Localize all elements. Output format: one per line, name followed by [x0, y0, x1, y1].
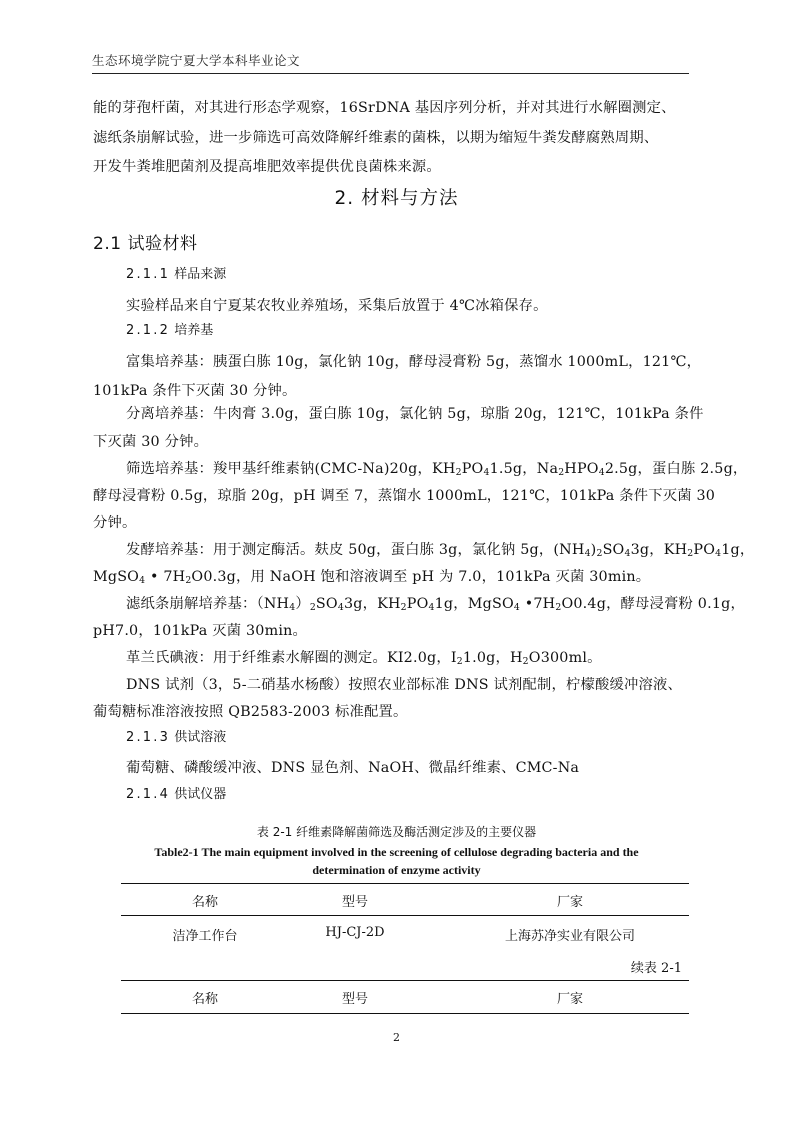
table-cell-manufacturer: 上海苏净实业有限公司	[504, 929, 635, 944]
table-continued-header-manufacturer: 厂家	[556, 992, 583, 1007]
dns-reagent-line-2: 葡萄糖标准溶液按照 QB2583-2003 标准配置。	[93, 704, 408, 720]
running-header: 生态环境学院宁夏大学本科毕业论文	[92, 53, 301, 68]
heading-2-1-1	[126, 266, 226, 283]
subsection-title: 2.1 试验材料	[93, 234, 198, 254]
table-continued-header-model: 型号	[341, 992, 368, 1007]
heading-number: 2.1.3	[126, 730, 171, 745]
table-continued-header-name: 名称	[191, 992, 218, 1007]
separate-medium-line-1: 分离培养基：牛肉膏 3.0g，蛋白胨 10g，氯化钠 5g，琼脂 20g，121℃，101kPa 条件	[126, 406, 704, 422]
test-solutions-text: 葡萄糖、磷酸缓冲液、DNS 显色剂、NaOH、微晶纤维素、CMC-Na	[126, 760, 580, 776]
table-cell-name: 洁净工作台	[172, 929, 238, 944]
table-top-rule	[121, 883, 689, 884]
intro-line-3: 开发牛粪堆肥菌剂及提高堆肥效率提供优良菌株来源。	[93, 159, 441, 175]
table-header-model: 型号	[341, 895, 368, 910]
page-number: 2	[393, 1031, 400, 1044]
table-header-manufacturer: 厂家	[556, 895, 583, 910]
heading-text: 供试仪器	[174, 787, 227, 802]
heading-text: 供试溶液	[174, 730, 227, 745]
intro-line-1: 能的芽孢杆菌，对其进行形态学观察，16SrDNA 基因序列分析，并对其进行水解圈测定、	[93, 100, 676, 116]
enrich-medium-line-1: 富集培养基：胰蛋白胨 10g，氯化钠 10g，酵母浸膏粉 5g，蒸馏水 1000mL，121℃，	[126, 354, 702, 370]
screen-medium-line-3: 分钟。	[93, 515, 137, 531]
heading-2-1-3	[126, 729, 226, 746]
filter-medium-line-2: pH7.0，101kPa 灭菌 30min。	[93, 623, 308, 639]
filter-medium-line-1: 滤纸条崩解培养基：$(NH_4)_2SO_43g$，$KH_2PO_41g$，MgSO$_4$ $•7H_2O0.4g$，酵母浸膏粉 0.1g，	[126, 596, 745, 613]
table-caption-en-line-2: determination of enzyme activity	[312, 863, 481, 877]
separate-medium-line-2: 下灭菌 30 分钟。	[93, 434, 209, 450]
table-continued-header-rule	[121, 1013, 689, 1014]
intro-line-2: 滤纸条崩解试验，进一步筛选可高效降解纤维素的菌株，以期为缩短牛粪发酵腐熟周期、	[93, 130, 659, 146]
gram-iodine-line: 革兰氏碘液：用于纤维素水解圈的测定。KI2.0g，$I_21.0g$，$H_2O300ml$。	[126, 650, 602, 667]
dns-reagent-line-1: DNS 试剂（3，5-二硝基水杨酸）按照农业部标准 DNS 试剂配制，柠檬酸缓冲溶液、	[126, 677, 682, 693]
ferment-medium-line-2: MgSO$_4$ • $7H_2O0.3g$，用 NaOH 饱和溶液调至 pH 为 7.0，101kPa 灭菌 30min。	[93, 569, 651, 586]
heading-text: 样品来源	[174, 267, 227, 282]
ferment-medium-line-1: 发酵培养基：用于测定酶活。麸皮 50g，蛋白胨 3g，氯化钠 5g，$(NH_4)_2SO_43g$，$KH_2PO_41g$，	[126, 542, 755, 559]
table-cell-model: HJ-CJ-2D	[325, 925, 385, 940]
screen-medium-line-1: 筛选培养基：羧甲基纤维素钠(CMC-Na)20g，$KH_2PO_41.5g$，$Na_2HPO_42.5g$，蛋白胨 2.5g，	[126, 461, 748, 478]
table-header-name: 名称	[191, 895, 218, 910]
heading-2-1-4	[126, 786, 226, 803]
table-caption-cn: 表 2-1 纤维素降解菌筛选及酶活测定涉及的主要仪器	[256, 825, 537, 839]
table-continued-top-rule	[121, 980, 689, 981]
heading-text: 培养基	[174, 323, 214, 338]
enrich-medium-line-2: 101kPa 条件下灭菌 30 分钟。	[93, 383, 297, 399]
header-rule	[92, 73, 689, 74]
heading-number: 2.1.1	[126, 267, 171, 282]
section-title: 2. 材料与方法	[334, 188, 459, 209]
screen-medium-line-2: 酵母浸膏粉 0.5g，琼脂 20g，pH 调至 7，蒸馏水 1000mL，121℃，101kPa 条件下灭菌 30	[93, 488, 716, 504]
table-caption-en-line-1: Table2-1 The main equipment involved in the screening of cellulose degrading bacteria and the	[154, 845, 639, 859]
heading-2-1-2	[126, 322, 213, 339]
heading-number: 2.1.2	[126, 323, 171, 338]
sample-source-text: 实验样品来自宁夏某农牧业养殖场，采集后放置于 4℃冰箱保存。	[126, 298, 548, 314]
table-header-rule	[121, 915, 689, 916]
table-continued-label: 续表 2-1	[630, 961, 682, 976]
heading-number: 2.1.4	[126, 787, 171, 802]
